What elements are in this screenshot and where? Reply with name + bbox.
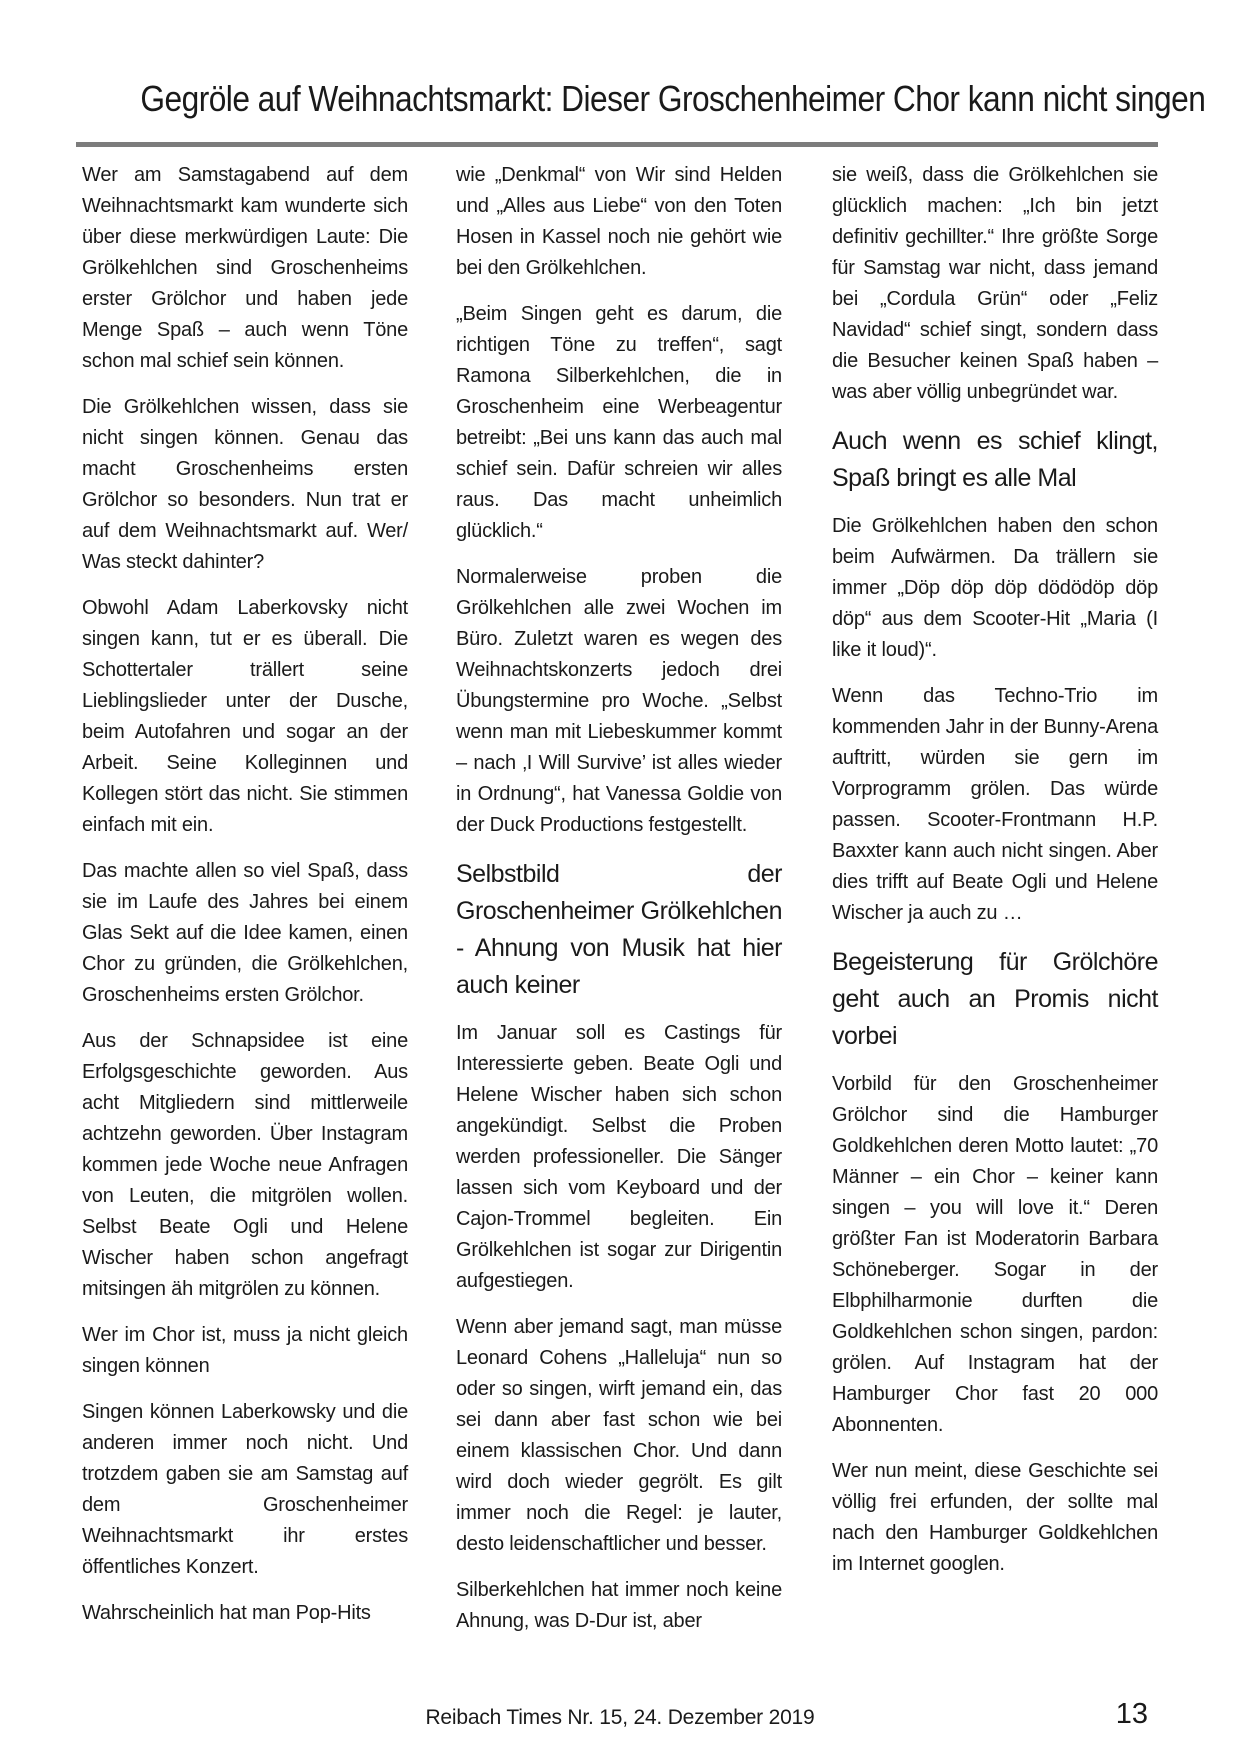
paragraph: Wer im Chor ist, muss ja nicht gleich singen können [82,1324,408,1377]
paragraph: Aus der Schnapsidee ist eine Erfolgsgeschichte geworden. Aus acht Mitgliedern sind mittlerweile achtzehn geworden. Über Instagram kommen jede Woche neue Anfragen von Leuten, die mitgrölen wollen. Selbst Beate Ogli und Helene Wischer haben schon angefragt mitsingen äh mitgrölen zu können. [82,1030,408,1300]
article-column-2 [456,160,782,1652]
article-column-1 [82,160,408,1644]
paragraph: Wenn das Techno-Trio im kommenden Jahr in der Bunny-Arena auftritt, würden sie gern im Vorprogramm grölen. Das würde passen. Scooter-Frontmann H.P. Baxxter kann auch nicht singen. Aber dies trifft auf Beate Ogli und Helene Wischer ja auch zu … [832,685,1158,924]
paragraph: Singen können Laberkowsky und die anderen immer noch nicht. Und trotzdem gaben sie am Samstag auf dem Groschenheimer Weihnachtsmarkt ihr erstes öffentliches Konzert. [82,1401,408,1578]
subheading: Begeisterung für Grölchöre geht auch an Promis nicht vorbei [832,948,1158,1050]
paragraph: wie „Denkmal“ von Wir sind Helden und „Alles aus Liebe“ von den Toten Hosen in Kassel noch nie gehört wie bei den Grölkehlchen. [456,164,782,279]
paragraph: Die Grölkehlchen wissen, dass sie nicht singen können. Genau das macht Groschenheims ersten Grölchor so besonders. Nun trat er auf dem Weihnachtsmarkt auf. Wer/ Was steckt dahinter? [82,396,408,573]
article-column-3 [832,160,1158,1595]
page-number: 13 [1115,1698,1148,1730]
paragraph: Das machte allen so viel Spaß, dass sie im Laufe des Jahres bei einem Glas Sekt auf die Idee kamen, einen Chor zu gründen, die Grölkehlchen, Groschenheims ersten Grölchor. [82,860,408,1006]
subheading: Auch wenn es schief klingt, Spaß bringt es alle Mal [832,427,1158,492]
paragraph: Silberkehlchen hat immer noch keine Ahnung, was D-Dur ist, aber [456,1579,782,1632]
paragraph: Wer am Samstagabend auf dem Weihnachtsmarkt kam wunderte sich über diese merkwürdigen Laute: Die Grölkehlchen sind Groschenheims erster Grölchor und haben jede Menge Spaß – auch wenn Töne schon mal schief sein können. [82,164,408,372]
paragraph: „Beim Singen geht es darum, die richtigen Töne zu treffen“, sagt Ramona Silberkehlchen, die in Groschenheim eine Werbeagentur betreibt: „Bei uns kann das auch mal schief sein. Dafür schreien wir alles raus. Das macht unheimlich glücklich.“ [456,303,782,542]
paragraph: Wenn aber jemand sagt, man müsse Leonard Cohens „Halleluja“ nun so oder so singen, wirft jemand ein, das sei dann aber fast schon wie bei einem klassischen Chor. Und dann wird doch wieder gegrölt. Es gilt immer noch die Regel: je lauter, desto leidenschaftlicher und besser. [456,1316,782,1555]
title-rule [76,142,1158,147]
paragraph: Wahrscheinlich hat man Pop-Hits [82,1602,371,1624]
subheading: Selbstbild der Groschenheimer Grölkehlchen - Ahnung von Musik hat hier auch keiner [456,860,782,999]
footer-publication: Reibach Times Nr. 15, 24. Dezember 2019 [425,1706,815,1729]
paragraph: Im Januar soll es Castings für Interessierte geben. Beate Ogli und Helene Wischer haben sich schon angekündigt. Selbst die Proben werden professioneller. Die Sänger lassen sich vom Keyboard und der Cajon-Trommel begleiten. Ein Grölkehlchen ist sogar zur Dirigentin aufgestiegen. [456,1022,782,1292]
page-title: Gegröle auf Weihnachtsmarkt: Dieser Groschenheimer Chor kann nicht singen [140,78,1206,119]
paragraph: Normalerweise proben die Grölkehlchen alle zwei Wochen im Büro. Zuletzt waren es wegen des Weihnachtskonzerts jedoch drei Übungstermine pro Woche. „Selbst wenn man mit Liebeskummer kommt – nach ‚I Will Survive’ ist alles wieder in Ordnung“, hat Vanessa Goldie von der Duck Productions festgestellt. [456,566,782,836]
paragraph: sie weiß, dass die Grölkehlchen sie glücklich machen: „Ich bin jetzt definitiv gechillter.“ Ihre größte Sorge für Samstag war nicht, dass jemand bei „Cordula Grün“ oder „Feliz Navidad“ schief singt, sondern dass die Besucher keinen Spaß haben – was aber völlig unbegründet war. [832,164,1158,403]
paragraph: Vorbild für den Groschenheimer Grölchor sind die Hamburger Goldkehlchen deren Motto lautet: „70 Männer – ein Chor – keiner kann singen – you will love it.“ Deren größter Fan ist Moderatorin Barbara Schöneberger. Sogar in der Elbphilharmonie durften die Goldkehlchen schon singen, pardon: grölen. Auf Instagram hat der Hamburger Chor fast 20 000 Abonnenten. [832,1073,1158,1436]
paragraph: Die Grölkehlchen haben den schon beim Aufwärmen. Da trällern sie immer „Döp döp döp dödödöp döp döp“ aus dem Scooter-Hit „Maria (I like it loud)“. [832,515,1158,661]
paragraph: Obwohl Adam Laberkovsky nicht singen kann, tut er es überall. Die Schottertaler trällert seine Lieblingslieder unter der Dusche, beim Autofahren und sogar an der Arbeit. Seine Kolleginnen und Kollegen stört das nicht. Sie stimmen einfach mit ein. [82,597,408,836]
paragraph: Wer nun meint, diese Geschichte sei völlig frei erfunden, der sollte mal nach den Hamburger Goldkehlchen im Internet googlen. [832,1460,1158,1575]
